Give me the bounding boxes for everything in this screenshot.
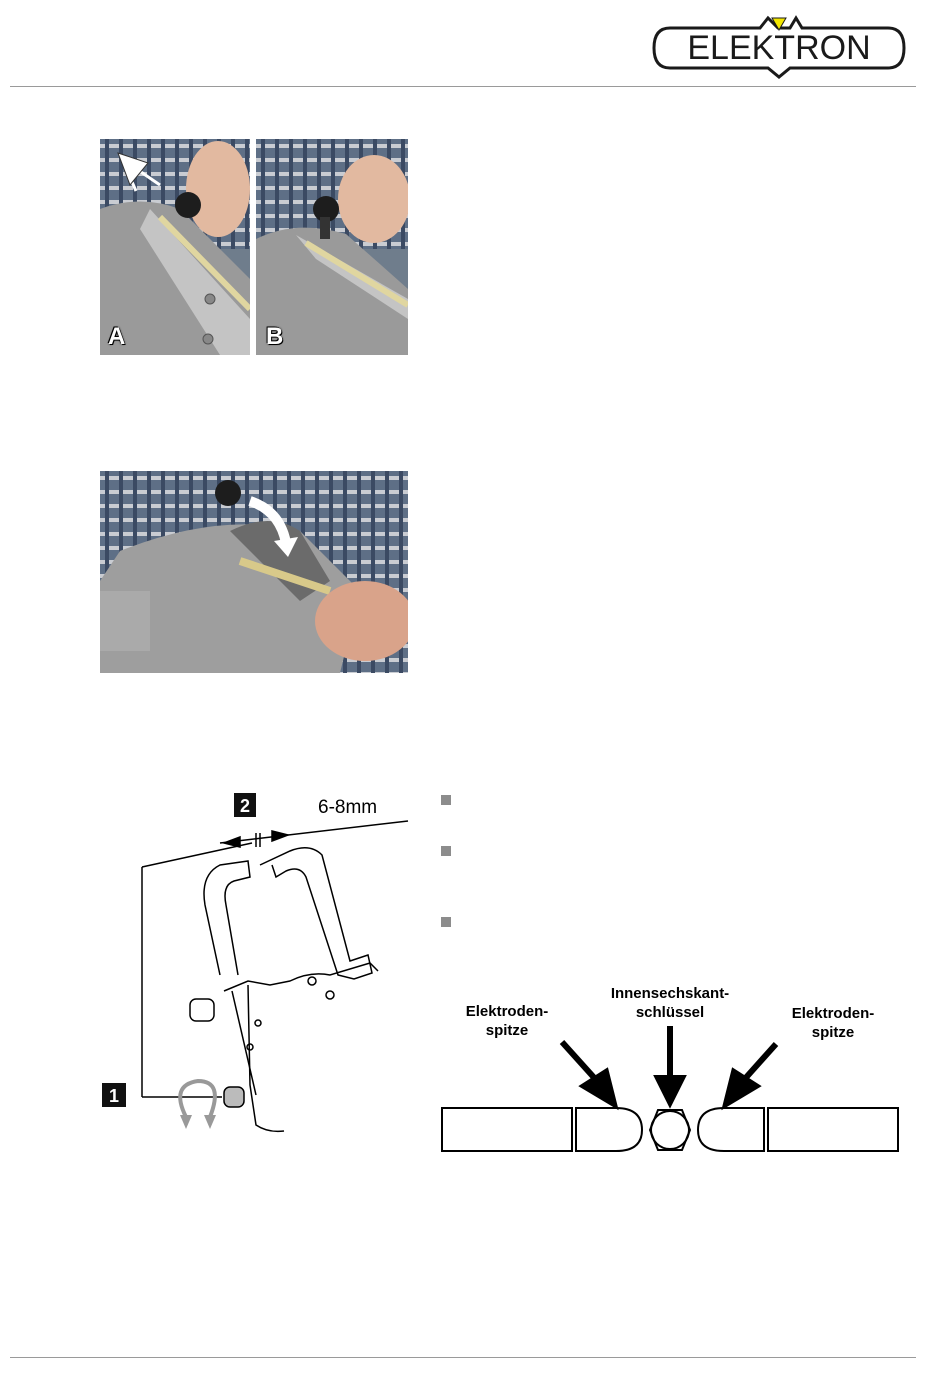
bullet-2 bbox=[441, 846, 451, 856]
label-right-line1: Elektroden- bbox=[791, 1005, 875, 1022]
logo-text: ELEKTRON bbox=[687, 29, 871, 67]
elektron-logo bbox=[648, 12, 910, 80]
callout-2: 2 bbox=[239, 796, 251, 816]
header-rule bbox=[10, 86, 916, 87]
photo-a bbox=[100, 139, 250, 355]
logo-graphic bbox=[648, 12, 910, 80]
label-center-line2: schlüssel bbox=[635, 1004, 705, 1021]
photo-label-a: A bbox=[108, 323, 126, 350]
photo-label-b: B bbox=[266, 323, 284, 350]
photo-clamp bbox=[100, 471, 408, 673]
dimension-label: 6-8mm bbox=[318, 797, 378, 818]
bullet-3 bbox=[441, 917, 451, 927]
callout-1: 1 bbox=[108, 1086, 120, 1106]
label-left-line2: spitze bbox=[485, 1022, 529, 1039]
arrow-left-icon bbox=[562, 1042, 598, 1082]
label-left-line1: Elektroden- bbox=[465, 1003, 549, 1020]
photo-b bbox=[256, 139, 408, 355]
arrow-right-icon bbox=[742, 1044, 776, 1082]
label-hex-key bbox=[598, 984, 742, 1022]
label-center-line1: Innensechskant- bbox=[610, 985, 730, 1002]
label-right-line2: spitze bbox=[811, 1024, 855, 1041]
bullet-1 bbox=[441, 795, 451, 805]
electrode-diagram bbox=[438, 1020, 904, 1160]
footer-rule bbox=[10, 1357, 916, 1358]
gauge-diagram bbox=[100, 785, 420, 1145]
